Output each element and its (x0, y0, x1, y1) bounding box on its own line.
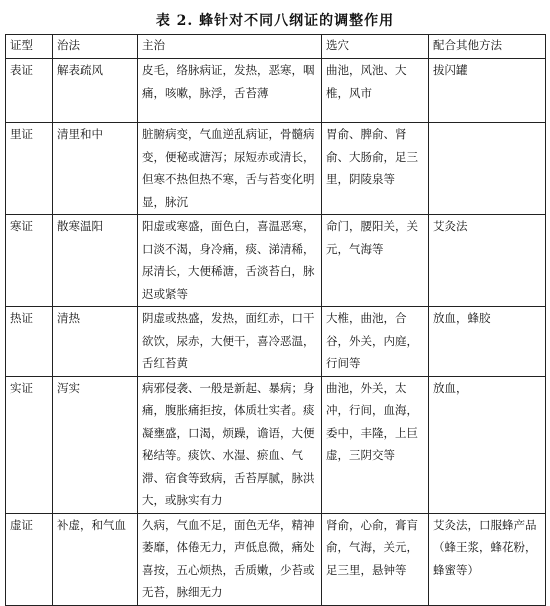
table-row (6, 307, 546, 377)
table-row (6, 376, 546, 513)
table-cell: 胃俞、脾俞、肾俞、大肠俞，足三里，阴陵泉等 (322, 123, 429, 215)
table-cell: 病邪侵袭、一般是新起、暴病；身痛，腹胀痛拒按，体质壮实者。痰凝壅盛，口渴，烦躁，谵语，大便秘结等。痰饮、水湿、瘀血、气滞、宿食等致病，舌苔厚腻，脉洪大，或脉实有力 (138, 376, 322, 513)
table-cell: 久病，气血不足，面色无华，精神萎靡，体倦无力，声低息微，痛处喜按，五心烦热，舌质嫩，少苔或无苔，脉细无力 (138, 513, 322, 605)
table-cell (429, 123, 546, 215)
adjustment-table (5, 34, 546, 606)
table-cell: 寒证 (6, 215, 53, 307)
table-cell: 大椎，曲池，合谷，外关，内庭，行间等 (322, 307, 429, 377)
table-header-row (6, 35, 546, 59)
table-cell: 补虚，和气血 (53, 513, 138, 605)
table-cell: 艾灸法 (429, 215, 546, 307)
table-cell: 脏腑病变，气血逆乱病证，骨髓病变，便秘或溏泻；尿短赤或清长，但寒不热但热不寒，舌与苔变化明显，脉沉 (138, 123, 322, 215)
table-cell: 清热 (53, 307, 138, 377)
table-cell: 曲池，外关，太冲，行间，血海，委中，丰隆，上巨虚，三阴交等 (322, 376, 429, 513)
table-cell: 泻实 (53, 376, 138, 513)
table-cell: 阳虚或寒盛，面色白，喜温恶寒，口淡不渴，身冷痛，痰、涕清稀，尿清长，大便稀溏，舌淡苔白，脉迟或紧等 (138, 215, 322, 307)
header-cell: 配合其他方法 (429, 35, 546, 59)
table-row (6, 59, 546, 123)
table-cell: 里证 (6, 123, 53, 215)
table-title: 表 2. 蜂针对不同八纲证的调整作用 (155, 13, 395, 29)
table-cell: 阴虚或热盛，发热，面红赤，口干欲饮，尿赤，大便干，喜冷恶温，舌红苔黄 (138, 307, 322, 377)
header-cell: 证型 (6, 35, 53, 59)
table-cell: 艾灸法，口服蜂产品（蜂王浆，蜂花粉，蜂蜜等） (429, 513, 546, 605)
header-cell: 选穴 (322, 35, 429, 59)
table-row (6, 123, 546, 215)
table-cell: 清里和中 (53, 123, 138, 215)
table-row (6, 215, 546, 307)
table-row (6, 513, 546, 605)
header-cell: 主治 (138, 35, 322, 59)
table-cell: 拔闪罐 (429, 59, 546, 123)
table-cell: 虚证 (6, 513, 53, 605)
table-cell: 放血， (429, 376, 546, 513)
table-cell: 放血，蜂胶 (429, 307, 546, 377)
table-cell: 肾俞，心俞，膏肓俞，气海，关元，足三里，悬钟等 (322, 513, 429, 605)
table-cell: 皮毛，络脉病证，发热，恶寒，咽痛，咳嗽，脉浮，舌苔薄 (138, 59, 322, 123)
table-cell: 热证 (6, 307, 53, 377)
table-cell: 表证 (6, 59, 53, 123)
table-cell: 散寒温阳 (53, 215, 138, 307)
table-cell: 实证 (6, 376, 53, 513)
header-cell: 治法 (53, 35, 138, 59)
table-cell: 解表疏风 (53, 59, 138, 123)
table-cell: 曲池，风池、大椎，风市 (322, 59, 429, 123)
table-cell: 命门，腰阳关，关元，气海等 (322, 215, 429, 307)
